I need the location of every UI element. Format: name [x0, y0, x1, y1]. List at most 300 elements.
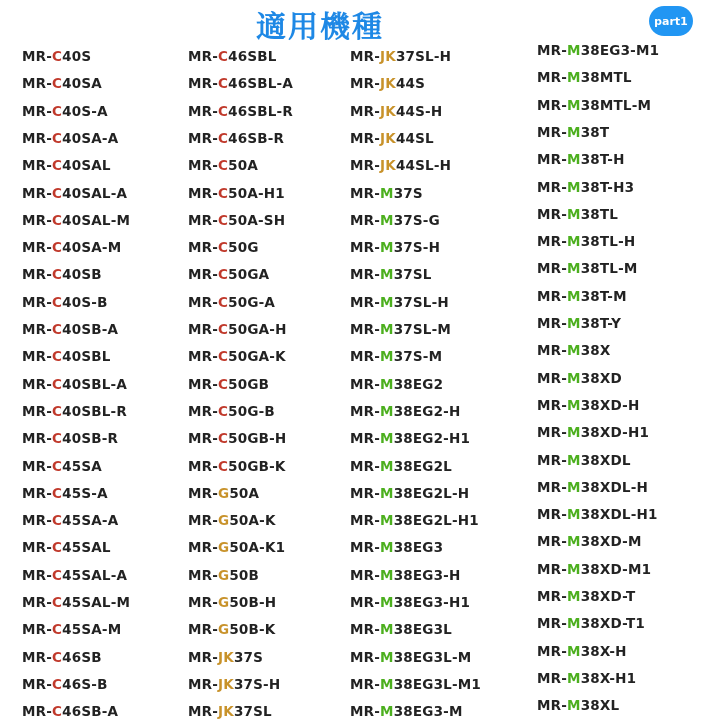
model-prefix: MR- — [350, 158, 381, 175]
model-prefix: MR- — [350, 431, 381, 448]
model-prefix: MR- — [350, 540, 381, 557]
model-list-item — [537, 398, 639, 414]
model-series-code: M — [380, 376, 394, 393]
model-series-code: M — [380, 240, 394, 257]
model-series-code: M — [567, 124, 581, 141]
model-list-item — [350, 377, 443, 393]
model-prefix: MR- — [22, 649, 53, 666]
model-suffix: 45SA-M — [62, 622, 122, 639]
model-suffix: 38EG3 — [393, 540, 444, 557]
model-suffix: 40SA-M — [62, 240, 122, 257]
model-list-item — [22, 186, 127, 202]
model-prefix: MR- — [537, 370, 568, 387]
model-prefix: MR- — [22, 49, 53, 65]
model-prefix: MR- — [537, 397, 568, 414]
model-prefix: MR- — [537, 234, 568, 251]
model-suffix: 38EG3L-M — [393, 649, 472, 666]
model-series-code: M — [380, 595, 394, 611]
model-series-code: M — [380, 403, 394, 420]
model-series-code: C — [52, 622, 63, 639]
model-series-code: M — [567, 397, 581, 414]
model-prefix: MR- — [22, 158, 53, 175]
model-list-item — [22, 486, 108, 502]
model-series-code: M — [380, 458, 394, 475]
model-series-code: C — [52, 349, 63, 366]
model-prefix: MR- — [188, 704, 219, 720]
model-series-code: C — [218, 158, 229, 175]
model-list-item — [350, 213, 440, 229]
model-prefix: MR- — [22, 458, 53, 475]
model-prefix: MR- — [188, 212, 219, 229]
model-series-code: M — [567, 452, 581, 469]
model-suffix: 38EG2L — [393, 458, 452, 475]
model-prefix: MR- — [537, 561, 568, 578]
model-series-code: M — [380, 322, 394, 338]
model-list-item — [188, 49, 277, 65]
model-list-item — [188, 540, 285, 556]
model-series-code: C — [52, 130, 63, 147]
model-series-code: M — [567, 698, 581, 715]
model-suffix: 40SB-R — [62, 431, 119, 448]
model-prefix: MR- — [350, 212, 381, 229]
model-prefix: MR- — [22, 622, 53, 639]
model-prefix: MR- — [22, 676, 53, 693]
model-series-code: C — [218, 103, 229, 120]
model-suffix: 50B-K — [229, 622, 276, 639]
model-suffix: 45SAL — [62, 540, 111, 557]
model-suffix: 50GB-K — [228, 458, 286, 475]
model-suffix: 40S — [62, 49, 92, 65]
model-suffix: 38EG2L-H — [393, 485, 470, 502]
model-prefix: MR- — [22, 294, 53, 311]
model-series-code: G — [218, 485, 230, 502]
model-suffix: 40SBL-A — [62, 376, 128, 393]
model-suffix: 44SL-H — [395, 158, 452, 175]
model-series-code: C — [52, 540, 63, 557]
model-list-item — [188, 267, 269, 283]
model-prefix: MR- — [537, 152, 568, 169]
model-series-code: M — [380, 431, 394, 448]
model-suffix: 45SAL-M — [62, 595, 131, 611]
model-prefix: MR- — [22, 403, 53, 420]
model-suffix: 38EG2-H — [393, 403, 461, 420]
model-suffix: 50G-B — [228, 403, 275, 420]
model-suffix: 50A-K — [229, 513, 276, 530]
model-list-item — [188, 377, 269, 393]
model-suffix: 50A-H1 — [228, 185, 285, 202]
model-prefix: MR- — [22, 267, 53, 284]
model-series-code: M — [567, 97, 581, 114]
model-prefix: MR- — [537, 97, 568, 114]
model-prefix: MR- — [350, 649, 381, 666]
model-suffix: 38T — [580, 124, 610, 141]
model-list-item — [22, 595, 130, 611]
model-list-item — [350, 568, 460, 584]
model-series-code: JK — [380, 76, 396, 93]
model-prefix: MR- — [188, 76, 219, 93]
model-list-item — [537, 671, 636, 687]
model-suffix: 38XD-T1 — [580, 616, 645, 633]
model-list-item — [537, 70, 632, 86]
model-list-item — [350, 186, 423, 202]
model-suffix: 40SA-A — [62, 130, 119, 147]
model-prefix: MR- — [537, 124, 568, 141]
model-suffix: 37S-M — [393, 349, 443, 366]
model-list-item — [537, 616, 645, 632]
model-list-item — [188, 322, 287, 338]
model-series-code: M — [380, 567, 394, 584]
model-prefix: MR- — [22, 540, 53, 557]
model-prefix: MR- — [537, 288, 568, 305]
model-prefix: MR- — [188, 240, 219, 257]
model-series-code: M — [567, 234, 581, 251]
model-list-item — [22, 650, 102, 666]
model-suffix: 40SAL-A — [62, 185, 128, 202]
model-series-code: C — [52, 240, 63, 257]
model-series-code: M — [567, 179, 581, 196]
model-prefix: MR- — [22, 103, 53, 120]
model-series-code: G — [218, 595, 230, 611]
model-list-item — [537, 152, 625, 168]
model-suffix: 38TL — [580, 206, 619, 223]
model-prefix: MR- — [22, 595, 53, 611]
model-suffix: 40SBL — [62, 349, 111, 366]
model-list-item — [22, 349, 111, 365]
model-list-item — [188, 459, 286, 475]
model-series-code: M — [567, 643, 581, 660]
model-suffix: 38TL-M — [580, 261, 638, 278]
model-suffix: 46SB-R — [228, 130, 285, 147]
model-series-code: C — [218, 76, 229, 93]
model-prefix: MR- — [537, 343, 568, 360]
model-series-code: C — [218, 240, 229, 257]
model-prefix: MR- — [188, 567, 219, 584]
model-list-item — [537, 480, 648, 496]
model-series-code: G — [218, 567, 230, 584]
model-series-code: C — [218, 376, 229, 393]
model-list-item — [350, 431, 470, 447]
model-series-code: C — [52, 376, 63, 393]
model-list-item — [537, 453, 631, 469]
model-series-code: C — [52, 431, 63, 448]
model-suffix: 37SL — [233, 704, 272, 720]
model-series-code: M — [380, 540, 394, 557]
model-suffix: 38MTL-M — [580, 97, 652, 114]
model-series-code: JK — [218, 649, 234, 666]
model-list-item — [22, 240, 121, 256]
model-prefix: MR- — [350, 76, 381, 93]
model-series-code: G — [218, 513, 230, 530]
model-prefix: MR- — [537, 425, 568, 442]
model-suffix: 46SB — [62, 649, 102, 666]
model-list-item — [350, 486, 469, 502]
model-suffix: 38TL-H — [580, 234, 636, 251]
model-list-item — [537, 562, 651, 578]
model-list-item — [22, 404, 127, 420]
model-prefix: MR- — [537, 479, 568, 496]
model-list-item — [188, 513, 276, 529]
model-series-code: C — [218, 212, 229, 229]
model-suffix: 38EG3-M — [393, 704, 463, 720]
model-list-item — [537, 507, 658, 523]
model-prefix: MR- — [537, 70, 568, 87]
model-prefix: MR- — [537, 43, 568, 59]
model-series-code: G — [218, 540, 230, 557]
model-series-code: JK — [380, 158, 396, 175]
model-list-item — [350, 404, 460, 420]
model-series-code: C — [218, 322, 229, 338]
model-suffix: 46SBL-A — [228, 76, 294, 93]
model-prefix: MR- — [350, 376, 381, 393]
model-list-item — [188, 404, 275, 420]
model-list-item — [188, 131, 284, 147]
model-series-code: M — [380, 267, 394, 284]
model-prefix: MR- — [188, 130, 219, 147]
model-suffix: 40SAL-M — [62, 212, 131, 229]
model-series-code: M — [567, 70, 581, 87]
model-series-code: C — [52, 212, 63, 229]
model-prefix: MR- — [537, 179, 568, 196]
model-suffix: 45SAL-A — [62, 567, 128, 584]
model-suffix: 37SL-H — [393, 294, 449, 311]
model-list-item — [188, 568, 259, 584]
model-list-item — [188, 158, 258, 174]
model-prefix: MR- — [350, 294, 381, 311]
model-suffix: 50GB-H — [228, 431, 287, 448]
model-list-item — [350, 240, 440, 256]
model-list-item — [350, 267, 432, 283]
model-prefix: MR- — [537, 452, 568, 469]
model-series-code: M — [567, 206, 581, 223]
model-suffix: 46SBL — [228, 49, 277, 65]
model-prefix: MR- — [537, 670, 568, 687]
model-list-item — [22, 295, 108, 311]
model-series-code: M — [567, 670, 581, 687]
model-list-item — [188, 486, 259, 502]
model-suffix: 50B-H — [229, 595, 277, 611]
model-suffix: 40SA — [62, 76, 102, 93]
model-list-item — [22, 459, 102, 475]
model-series-code: C — [218, 267, 229, 284]
model-suffix: 38X-H — [580, 643, 627, 660]
model-list-item — [350, 513, 479, 529]
model-series-code: C — [52, 595, 63, 611]
model-list-item — [188, 213, 285, 229]
model-prefix: MR- — [22, 431, 53, 448]
model-list-item — [537, 371, 622, 387]
model-list-item — [188, 104, 293, 120]
model-series-code: C — [52, 267, 63, 284]
model-suffix: 37SL-H — [395, 49, 452, 65]
model-prefix: MR- — [188, 49, 219, 65]
model-prefix: MR- — [188, 458, 219, 475]
model-prefix: MR- — [188, 403, 219, 420]
model-suffix: 45SA-A — [62, 513, 119, 530]
model-suffix: 50GA-K — [228, 349, 286, 366]
model-series-code: C — [52, 704, 63, 720]
model-prefix: MR- — [188, 676, 219, 693]
model-prefix: MR- — [537, 507, 568, 524]
model-prefix: MR- — [188, 622, 219, 639]
model-series-code: M — [567, 261, 581, 278]
model-prefix: MR- — [188, 485, 219, 502]
model-suffix: 38EG2 — [393, 376, 444, 393]
model-series-code: C — [218, 130, 229, 147]
model-prefix: MR- — [188, 185, 219, 202]
model-suffix: 40S-A — [62, 103, 108, 120]
model-list-item — [22, 622, 121, 638]
model-suffix: 37SL-M — [393, 322, 452, 338]
model-series-code: M — [380, 349, 394, 366]
model-list-item — [350, 704, 463, 720]
part-badge: part1 — [649, 6, 693, 36]
model-suffix: 40SB — [62, 267, 102, 284]
model-prefix: MR- — [537, 316, 568, 332]
model-suffix: 37S — [233, 649, 264, 666]
model-suffix: 40SBL-R — [62, 403, 127, 420]
model-prefix: MR- — [350, 322, 381, 338]
model-suffix: 46S-B — [62, 676, 108, 693]
model-series-code: JK — [380, 130, 396, 147]
model-series-code: M — [567, 507, 581, 524]
model-suffix: 38T-H — [580, 152, 625, 169]
model-prefix: MR- — [188, 349, 219, 366]
model-prefix: MR- — [188, 376, 219, 393]
model-series-code: C — [218, 185, 229, 202]
model-list-item — [22, 49, 91, 65]
model-list-item — [188, 240, 259, 256]
model-prefix: MR- — [188, 595, 219, 611]
model-list-item — [22, 322, 118, 338]
model-suffix: 37SL — [393, 267, 432, 284]
model-prefix: MR- — [188, 649, 219, 666]
model-prefix: MR- — [350, 704, 381, 720]
model-list-item — [188, 295, 275, 311]
model-prefix: MR- — [350, 49, 381, 65]
model-series-code: M — [380, 485, 394, 502]
model-list-item — [537, 316, 621, 332]
model-prefix: MR- — [22, 240, 53, 257]
model-list-item — [188, 349, 286, 365]
model-list-item — [350, 322, 451, 338]
model-suffix: 38XL — [580, 698, 620, 715]
model-prefix: MR- — [350, 130, 381, 147]
model-series-code: C — [52, 294, 63, 311]
model-series-code: M — [380, 513, 394, 530]
model-prefix: MR- — [22, 485, 53, 502]
model-series-code: M — [567, 370, 581, 387]
model-series-code: C — [52, 322, 63, 338]
model-list-item — [537, 644, 627, 660]
model-prefix: MR- — [22, 567, 53, 584]
model-series-code: M — [380, 704, 394, 720]
model-list-item — [350, 104, 442, 120]
model-prefix: MR- — [537, 616, 568, 633]
model-series-code: M — [567, 589, 581, 605]
model-list-item — [22, 540, 111, 556]
model-prefix: MR- — [188, 267, 219, 284]
model-prefix: MR- — [350, 185, 381, 202]
model-series-code: JK — [380, 49, 396, 65]
model-suffix: 38XDL-H1 — [580, 507, 658, 524]
model-prefix: MR- — [350, 240, 381, 257]
model-list-item — [537, 698, 619, 714]
model-prefix: MR- — [350, 676, 381, 693]
model-list-item — [188, 595, 276, 611]
model-prefix: MR- — [188, 103, 219, 120]
model-suffix: 40SAL — [62, 158, 111, 175]
model-list-item — [350, 622, 452, 638]
model-suffix: 38EG2-H1 — [393, 431, 471, 448]
model-suffix: 38MTL — [580, 70, 632, 87]
model-list-item — [537, 234, 635, 250]
model-suffix: 50GA — [228, 267, 270, 284]
model-prefix: MR- — [188, 513, 219, 530]
model-list-item — [188, 677, 280, 693]
model-list-item — [350, 49, 451, 65]
model-series-code: C — [218, 431, 229, 448]
model-list-item — [350, 595, 470, 611]
model-list-item — [537, 98, 651, 114]
model-prefix: MR- — [22, 76, 53, 93]
model-series-code: M — [380, 185, 394, 202]
model-suffix: 45S-A — [62, 485, 108, 502]
model-series-code: C — [52, 103, 63, 120]
model-suffix: 38EG3-M1 — [580, 43, 660, 59]
model-suffix: 50A-K1 — [229, 540, 286, 557]
model-list-item — [350, 459, 452, 475]
model-prefix: MR- — [350, 103, 381, 120]
model-prefix: MR- — [537, 643, 568, 660]
model-list-item — [188, 622, 275, 638]
model-series-code: M — [567, 616, 581, 633]
model-list-item — [22, 677, 108, 693]
model-list-item — [22, 431, 118, 447]
model-suffix: 50GA-H — [228, 322, 287, 338]
model-suffix: 38X — [580, 343, 611, 360]
model-prefix: MR- — [22, 322, 53, 338]
model-list-item — [537, 534, 642, 550]
model-series-code: M — [567, 152, 581, 169]
model-series-code: C — [52, 49, 63, 65]
model-list-item — [350, 349, 442, 365]
model-series-code: C — [52, 513, 63, 530]
model-list-item — [188, 704, 272, 720]
model-suffix: 37S — [393, 185, 423, 202]
model-suffix: 37S-H — [233, 676, 281, 693]
model-series-code: C — [52, 676, 63, 693]
model-list-item — [350, 76, 425, 92]
model-series-code: C — [52, 76, 63, 93]
model-series-code: C — [218, 403, 229, 420]
model-series-code: C — [52, 458, 63, 475]
model-prefix: MR- — [22, 376, 53, 393]
model-prefix: MR- — [350, 485, 381, 502]
model-list-item — [188, 186, 285, 202]
model-list-item — [188, 76, 293, 92]
model-series-code: M — [380, 294, 394, 311]
model-suffix: 50A — [229, 485, 260, 502]
model-list-item — [22, 377, 127, 393]
model-prefix: MR- — [537, 534, 568, 551]
model-prefix: MR- — [22, 185, 53, 202]
model-list-item — [22, 76, 102, 92]
model-suffix: 38XDL — [580, 452, 631, 469]
model-list-item — [350, 131, 434, 147]
model-series-code: M — [567, 43, 581, 59]
model-series-code: C — [52, 158, 63, 175]
model-prefix: MR- — [188, 158, 219, 175]
